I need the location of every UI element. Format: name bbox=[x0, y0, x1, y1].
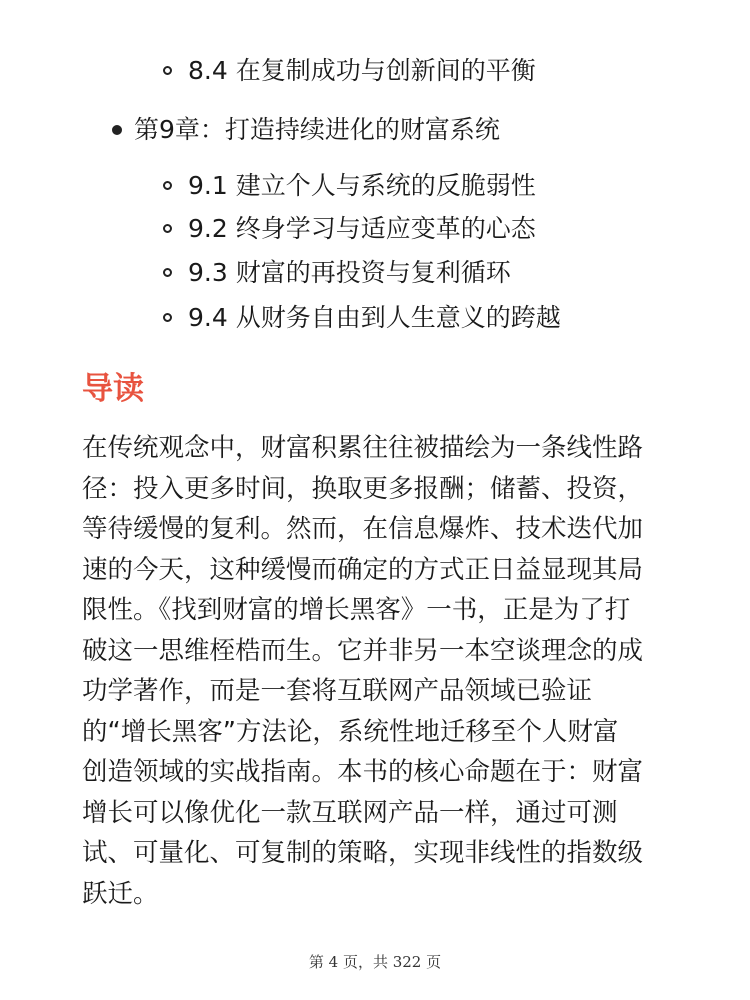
section-heading: 导读 bbox=[82, 371, 144, 407]
paragraph-line: 径：投入更多时间，换取更多报酬；储蓄、投资， bbox=[82, 473, 644, 504]
paragraph-line: 等待缓慢的复利。然而，在信息爆炸、技术迭代加 bbox=[82, 514, 644, 544]
paragraph-line: 限性。《找到财富的增长黑客》一书，正是为了打 bbox=[82, 595, 631, 625]
toc-item-9-2[interactable]: 9.2 终身学习与适应变革的心态 bbox=[188, 214, 536, 243]
toc-item-9-3[interactable]: 9.3 财富的再投资与复利循环 bbox=[188, 258, 511, 287]
paragraph-line: 的“增长黑客”方法论，系统性地迁移至个人财富 bbox=[82, 716, 619, 747]
paragraph-line: 速的今天，这种缓慢而确定的方式正日益显现其局 bbox=[82, 554, 644, 585]
toc-item-8-4[interactable]: 8.4 在复制成功与创新间的平衡 bbox=[188, 56, 536, 85]
paragraph-line: 试、可量化、可复制的策略，实现非线性的指数级 bbox=[82, 838, 644, 868]
intro-paragraph bbox=[82, 428, 672, 914]
disc-bullet-icon bbox=[112, 125, 122, 135]
paragraph-line: 破这一思维桎梏而生。它并非另一本空谈理念的成 bbox=[82, 635, 644, 666]
toc-item-9-4[interactable]: 9.4 从财务自由到人生意义的跨越 bbox=[188, 303, 561, 332]
paragraph-line: 功学著作，而是一套将互联网产品领域已验证 bbox=[82, 676, 593, 706]
circle-bullet-icon bbox=[163, 224, 172, 233]
paragraph-line: 在传统观念中，财富积累往往被描绘为一条线性路 bbox=[82, 433, 644, 463]
circle-bullet-icon bbox=[163, 268, 172, 277]
circle-bullet-icon bbox=[163, 313, 172, 322]
toc-item-chapter-9[interactable]: 第9章：打造持续进化的财富系统 bbox=[134, 115, 500, 144]
circle-bullet-icon bbox=[163, 181, 172, 190]
page-number-footer: 第 4 页，共 322 页 bbox=[308, 953, 442, 971]
circle-bullet-icon bbox=[163, 66, 172, 75]
toc-item-9-1[interactable]: 9.1 建立个人与系统的反脆弱性 bbox=[188, 171, 536, 200]
paragraph-line: 增长可以像优化一款互联网产品一样，通过可测 bbox=[82, 797, 618, 828]
paragraph-line: 创造领域的实战指南。本书的核心命题在于：财富 bbox=[82, 757, 644, 787]
paragraph-line: 跃迁。 bbox=[82, 878, 159, 909]
